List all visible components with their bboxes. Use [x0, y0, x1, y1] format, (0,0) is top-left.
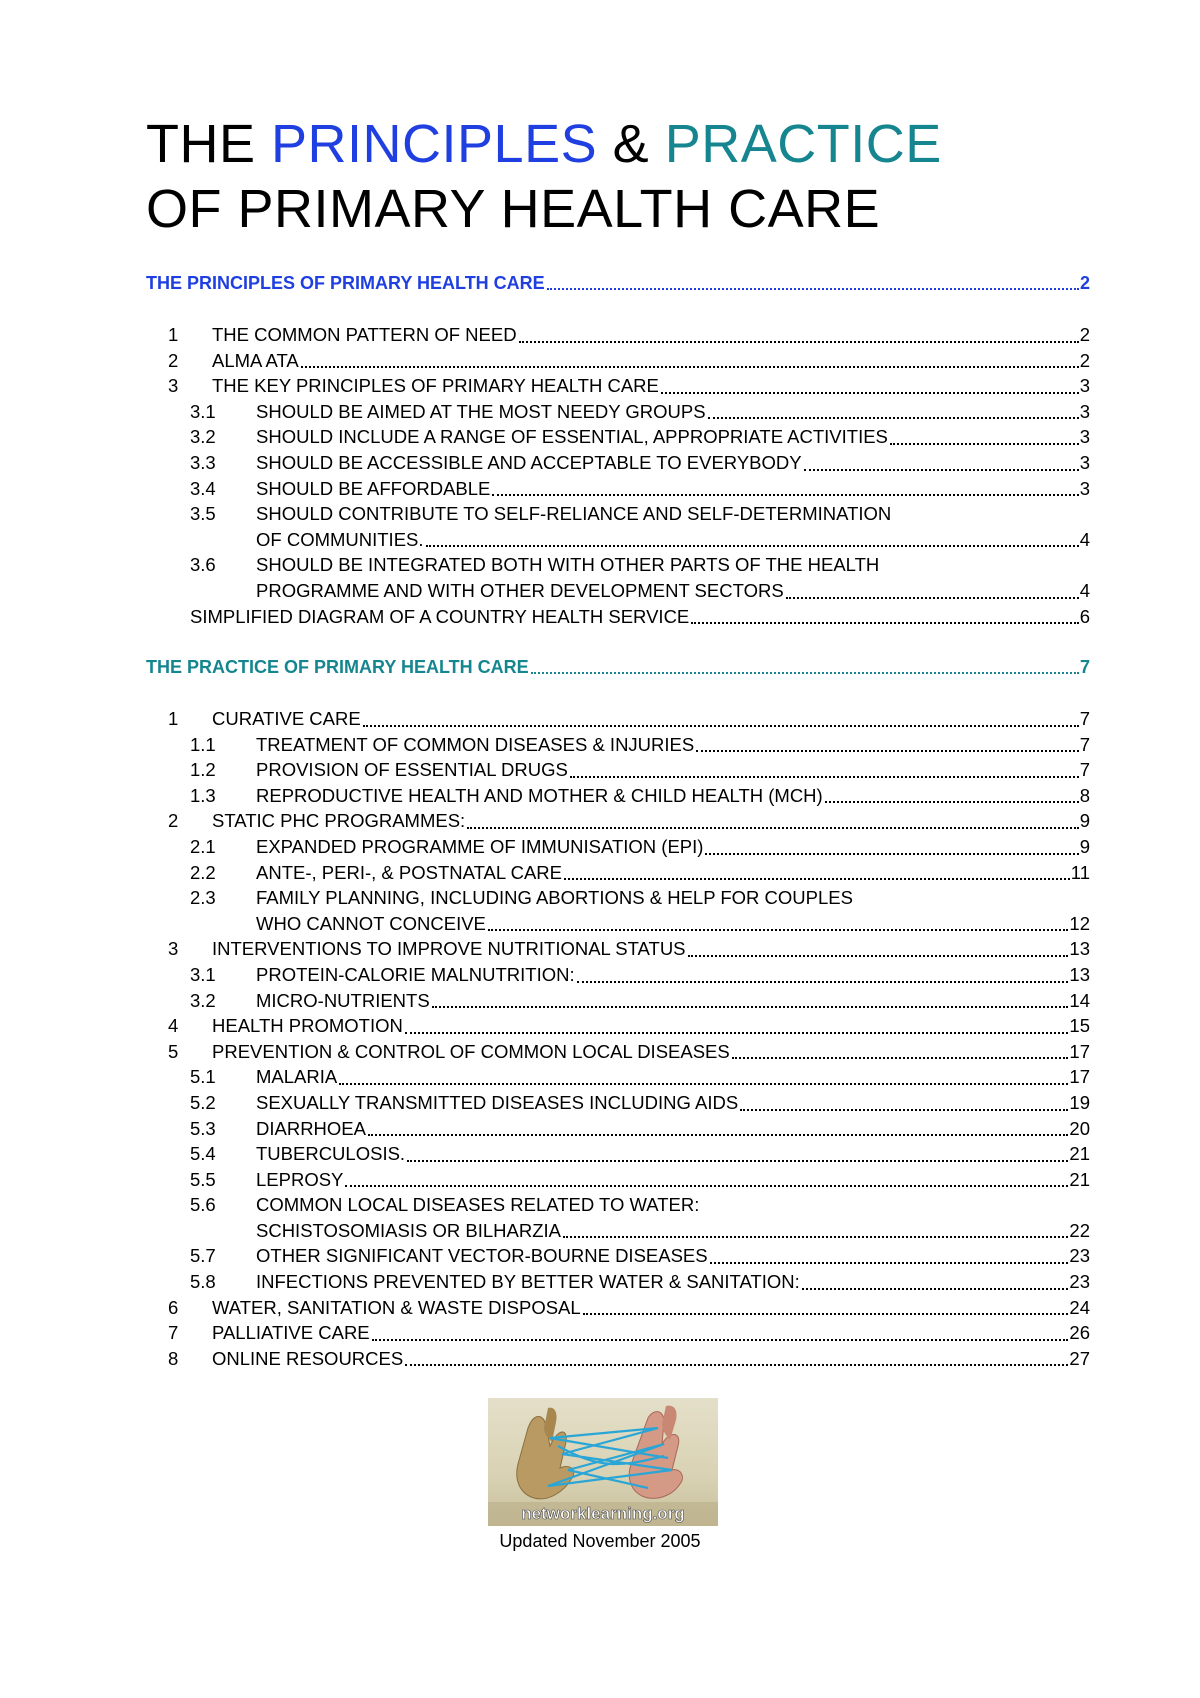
dot-leader [492, 493, 1078, 496]
toc-entry-label: PROVISION OF ESSENTIAL DRUGS [256, 759, 568, 781]
document-title [146, 112, 942, 242]
dot-leader [732, 1056, 1069, 1059]
toc-entry[interactable] [146, 860, 1090, 886]
toc-entry[interactable] [146, 808, 1090, 834]
dot-leader [740, 1108, 1068, 1111]
toc-entry-page-number: 27 [1069, 1347, 1090, 1369]
dot-leader [696, 749, 1078, 752]
dot-leader [890, 442, 1079, 445]
toc-entry-page-number: 19 [1069, 1091, 1090, 1113]
toc-entry[interactable] [146, 834, 1090, 860]
toc-entry-number: 1 [168, 708, 179, 729]
toc-entry-number: 3.6 [190, 554, 216, 576]
toc-entry-label: SIMPLIFIED DIAGRAM OF A COUNTRY HEALTH SERVICE [190, 605, 690, 627]
toc-entry-label: SHOULD BE ACCESSIBLE AND ACCEPTABLE TO EVERYBODY [256, 451, 802, 473]
toc-entry-page-number: 2 [1079, 324, 1090, 345]
toc-entry-number: 3 [168, 375, 179, 397]
toc-entry-label: WHO CANNOT CONCEIVE [256, 912, 486, 934]
toc-entry-page-number: 2 [1079, 349, 1090, 371]
toc-entry-label: WATER, SANITATION & WASTE DISPOSAL [212, 1296, 581, 1318]
toc-entry-page-number: 9 [1079, 835, 1090, 857]
toc-list-principles [146, 322, 1090, 629]
toc-entry-number: 4 [168, 1015, 179, 1037]
toc-entry-label: DIARRHOEA [256, 1117, 366, 1139]
toc-entry-number: 1.3 [190, 784, 216, 806]
toc-entry-number: 3.2 [190, 989, 216, 1011]
toc-entry-number: 5.7 [190, 1245, 216, 1267]
toc-entry-label: EXPANDED PROGRAMME OF IMMUNISATION (EPI) [256, 835, 704, 857]
toc-entry-number: 2 [168, 349, 179, 371]
toc-entry-page-number: 24 [1069, 1296, 1090, 1318]
toc-entry[interactable] [146, 501, 1090, 552]
toc-entry[interactable] [146, 885, 1090, 936]
toc-entry[interactable] [146, 757, 1090, 783]
toc-entry-label: SHOULD BE INTEGRATED BOTH WITH OTHER PARTS OF THE HEALTH [256, 554, 880, 576]
toc-entry-label: SHOULD BE AFFORDABLE [256, 477, 491, 499]
toc-entry[interactable] [146, 322, 1090, 348]
toc-entry-label: MICRO-NUTRIENTS [256, 989, 430, 1011]
toc-entry-label: SHOULD INCLUDE A RANGE OF ESSENTIAL, APPROPRIATE ACTIVITIES [256, 426, 888, 448]
dot-leader [368, 1133, 1068, 1136]
dot-leader [432, 1005, 1069, 1008]
toc-entry-label: INFECTIONS PREVENTED BY BETTER WATER & SANITATION: [256, 1271, 800, 1293]
dot-leader [547, 287, 1079, 290]
toc-entry-label: SCHISTOSOMIASIS OR BILHARZIA [256, 1219, 561, 1241]
dot-leader [563, 1235, 1068, 1238]
toc-entry[interactable] [146, 1192, 1090, 1243]
toc-entry-page-number: 21 [1069, 1168, 1090, 1190]
dot-leader [710, 1261, 1069, 1264]
dot-leader [372, 1338, 1069, 1341]
toc-entry[interactable] [146, 1064, 1090, 1090]
toc-entry-page-number: 20 [1069, 1117, 1090, 1139]
dot-leader [802, 1287, 1069, 1290]
toc-entry[interactable] [146, 962, 1090, 988]
toc-entry-page-number: 26 [1069, 1322, 1090, 1344]
toc-entry-page-number: 17 [1069, 1066, 1090, 1088]
toc-entry-page-number: 6 [1079, 605, 1090, 627]
dot-leader [825, 800, 1079, 803]
toc-entry-page-number: 13 [1069, 938, 1090, 960]
toc-entry-page-number: 3 [1079, 426, 1090, 448]
toc-entry[interactable] [146, 1141, 1090, 1167]
toc-entry[interactable] [146, 552, 1090, 603]
toc-entry-number: 1.2 [190, 759, 216, 781]
toc-entry-number: 2.3 [190, 887, 216, 909]
title-word-the: THE [146, 114, 256, 174]
toc-entry-label: OTHER SIGNIFICANT VECTOR-BOURNE DISEASES [256, 1245, 708, 1267]
toc-entry-number: 2 [168, 810, 179, 832]
toc-entry-page-number: 11 [1070, 861, 1090, 883]
toc-entry-page-number: 21 [1069, 1143, 1090, 1165]
section-page-number: 7 [1079, 657, 1090, 677]
toc-entry[interactable] [146, 783, 1090, 809]
toc-entry-number: 5.5 [190, 1168, 216, 1190]
dot-leader [405, 1363, 1068, 1366]
toc-entry-label: PREVENTION & CONTROL OF COMMON LOCAL DISEASES [212, 1040, 730, 1062]
toc-entry-number: 3.1 [190, 400, 216, 422]
toc-entry[interactable] [146, 476, 1090, 502]
toc-entry-label: PROGRAMME AND WITH OTHER DEVELOPMENT SECTORS [256, 579, 784, 601]
toc-entry-page-number: 3 [1079, 400, 1090, 422]
dot-leader [339, 1082, 1068, 1085]
toc-entry-page-number: 7 [1079, 733, 1090, 755]
toc-entry-number: 8 [168, 1347, 179, 1369]
toc-entry[interactable] [146, 399, 1090, 425]
toc-entry-label: THE KEY PRINCIPLES OF PRIMARY HEALTH CARE [212, 375, 659, 397]
toc-entry[interactable] [146, 1320, 1090, 1346]
toc-entry-number: 5.3 [190, 1117, 216, 1139]
toc-entry[interactable] [146, 1346, 1090, 1372]
toc-entry-page-number: 4 [1079, 579, 1090, 601]
toc-entry-number: 5.4 [190, 1143, 216, 1165]
toc-entry[interactable] [146, 1243, 1090, 1269]
toc-entry-page-number: 3 [1079, 477, 1090, 499]
dot-leader [804, 468, 1079, 471]
toc-entry-number: 5.8 [190, 1271, 216, 1293]
dot-leader [488, 928, 1069, 931]
hands-string-illustration [488, 1398, 718, 1526]
title-word-and: & [612, 114, 650, 174]
toc-entry-page-number: 13 [1069, 963, 1090, 985]
toc-entry[interactable] [146, 732, 1090, 758]
toc-entry-number: 3 [168, 938, 179, 960]
toc-entry[interactable] [146, 424, 1090, 450]
toc-entry-label: HEALTH PROMOTION [212, 1015, 403, 1037]
toc-entry-page-number: 23 [1069, 1271, 1090, 1293]
toc-entry-label: MALARIA [256, 1066, 338, 1088]
toc-entry-label: SHOULD CONTRIBUTE TO SELF-RELIANCE AND SELF-DETERMINATION [256, 503, 892, 525]
toc-entry-page-number: 7 [1079, 708, 1090, 729]
title-word-practice: PRACTICE [664, 114, 942, 174]
toc-entry[interactable] [146, 373, 1090, 399]
dot-leader [519, 340, 1079, 343]
toc-entry[interactable] [146, 988, 1090, 1014]
toc-entry-label: SHOULD BE AIMED AT THE MOST NEEDY GROUPS [256, 400, 706, 422]
toc-entry-page-number: 17 [1069, 1040, 1090, 1062]
dot-leader [363, 724, 1079, 727]
toc-entry-label: ONLINE RESOURCES [212, 1347, 404, 1369]
toc-entry-page-number: 7 [1079, 759, 1090, 781]
toc-entry-page-number: 14 [1069, 989, 1090, 1011]
toc-entry[interactable] [146, 1167, 1090, 1193]
toc-entry-number: 2.2 [190, 861, 216, 883]
dot-leader [564, 877, 1070, 880]
dot-leader [661, 391, 1079, 394]
toc-entry-number: 5.6 [190, 1194, 216, 1216]
toc-entry-label: FAMILY PLANNING, INCLUDING ABORTIONS & HELP FOR COUPLES [256, 887, 853, 909]
dot-leader [708, 416, 1079, 419]
logo-text: networklearning.org [521, 1504, 685, 1523]
toc-entry[interactable] [146, 706, 1090, 732]
dot-leader [407, 1159, 1068, 1162]
dot-leader [705, 852, 1078, 855]
toc-entry[interactable] [146, 1090, 1090, 1116]
toc-entry[interactable] [146, 348, 1090, 374]
toc-entry-page-number: 23 [1069, 1245, 1090, 1267]
toc-entry[interactable] [146, 1269, 1090, 1295]
toc-entry-number: 3.5 [190, 503, 216, 525]
dot-leader [531, 671, 1079, 674]
toc-entry-number: 2.1 [190, 835, 216, 857]
updated-date: Updated November 2005 [499, 1531, 701, 1551]
dot-leader [467, 826, 1079, 829]
toc-entry-label: THE COMMON PATTERN OF NEED [212, 324, 517, 345]
toc-entry-number: 1.1 [190, 733, 216, 755]
toc-entry-number: 5.2 [190, 1091, 216, 1113]
toc-entry-page-number: 15 [1069, 1015, 1090, 1037]
section-heading-label: THE PRINCIPLES OF PRIMARY HEALTH CARE [146, 273, 545, 293]
dot-leader [786, 596, 1079, 599]
dot-leader [570, 775, 1079, 778]
toc-entry-page-number: 12 [1069, 912, 1090, 934]
toc-entry[interactable] [146, 936, 1090, 962]
toc-entry-number: 5.1 [190, 1066, 216, 1088]
toc-entry-label: TREATMENT OF COMMON DISEASES & INJURIES [256, 733, 695, 755]
toc-entry-label: ANTE-, PERI-, & POSTNATAL CARE [256, 861, 562, 883]
toc-entry[interactable] [146, 604, 1090, 630]
toc-entry-number: 1 [168, 324, 179, 345]
toc-entry-number: 5 [168, 1040, 179, 1062]
toc-entry-label: TUBERCULOSIS. [256, 1143, 406, 1165]
toc-entry-label: STATIC PHC PROGRAMMES: [212, 810, 466, 832]
dot-leader [345, 1184, 1068, 1187]
toc-entry-label: SEXUALLY TRANSMITTED DISEASES INCLUDING AIDS [256, 1091, 739, 1113]
networklearning-logo [488, 1398, 718, 1526]
toc-entry-number: 3.4 [190, 477, 216, 499]
toc-entry-label: COMMON LOCAL DISEASES RELATED TO WATER: [256, 1194, 700, 1216]
title-line-1 [146, 112, 942, 177]
toc-section-practice[interactable] [146, 656, 1090, 678]
toc-entry-number: 7 [168, 1322, 179, 1344]
toc-entry-page-number: 8 [1079, 784, 1090, 806]
toc-entry[interactable] [146, 1039, 1090, 1065]
toc-entry-label: LEPROSY [256, 1168, 344, 1190]
toc-section-principles[interactable] [146, 272, 1090, 294]
toc-entry-page-number: 22 [1069, 1219, 1090, 1241]
dot-leader [583, 1312, 1069, 1315]
toc-entry[interactable] [146, 450, 1090, 476]
toc-entry-label: ALMA ATA [212, 349, 299, 371]
toc-entry-number: 3.3 [190, 451, 216, 473]
dot-leader [577, 980, 1069, 983]
toc-entry[interactable] [146, 1013, 1090, 1039]
toc-entry-label: PALLIATIVE CARE [212, 1322, 370, 1344]
toc-entry-label: OF COMMUNITIES. [256, 528, 424, 550]
toc-entry-number: 3.2 [190, 426, 216, 448]
toc-entry-page-number: 4 [1079, 528, 1090, 550]
toc-entry-label: REPRODUCTIVE HEALTH AND MOTHER & CHILD HEALTH (MCH) [256, 784, 823, 806]
toc-entry-page-number: 3 [1079, 451, 1090, 473]
toc-list-practice [146, 706, 1090, 1371]
section-page-number: 2 [1079, 273, 1090, 293]
section-heading-label: THE PRACTICE OF PRIMARY HEALTH CARE [146, 657, 529, 677]
toc-entry-page-number: 3 [1079, 375, 1090, 397]
toc-entry-label: INTERVENTIONS TO IMPROVE NUTRITIONAL STATUS [212, 938, 686, 960]
toc-entry[interactable] [146, 1295, 1090, 1321]
dot-leader [301, 365, 1079, 368]
dot-leader [691, 621, 1078, 624]
toc-entry-number: 3.1 [190, 963, 216, 985]
toc-entry-label: PROTEIN-CALORIE MALNUTRITION: [256, 963, 575, 985]
dot-leader [426, 544, 1079, 547]
dot-leader [405, 1031, 1069, 1034]
toc-entry-label: CURATIVE CARE [212, 708, 361, 729]
toc-entry-number: 6 [168, 1296, 179, 1318]
toc-entry-page-number: 9 [1079, 810, 1090, 832]
toc-entry[interactable] [146, 1116, 1090, 1142]
dot-leader [688, 954, 1069, 957]
title-word-principles: PRINCIPLES [271, 114, 598, 174]
title-line-2: OF PRIMARY HEALTH CARE [146, 179, 881, 239]
